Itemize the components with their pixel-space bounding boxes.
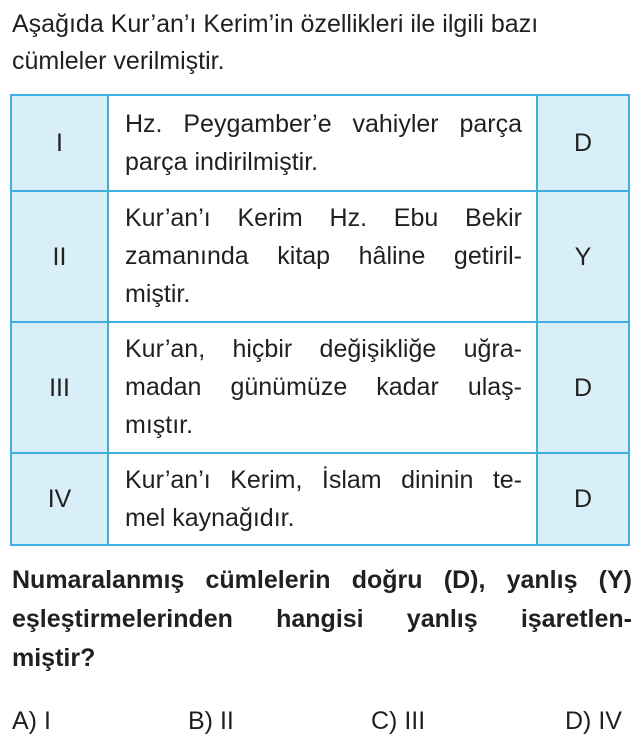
answer-mark: D bbox=[537, 95, 629, 191]
row-number: IV bbox=[11, 453, 108, 545]
intro-text bbox=[12, 6, 632, 80]
table-row bbox=[11, 322, 629, 453]
statement-line: parça indirilmiştir. bbox=[125, 147, 319, 176]
answer-mark: D bbox=[537, 322, 629, 453]
answer-options bbox=[12, 705, 632, 737]
statement-line: Kur’an’ı Kerim, İslam dininin te- bbox=[125, 465, 522, 494]
statement-line: Kur’an’ı Kerim Hz. Ebu Bekir bbox=[125, 204, 522, 232]
answer-mark: Y bbox=[537, 191, 629, 322]
statement-text bbox=[108, 95, 537, 191]
statement-line: Hz. Peygamber’e vahiyler parça bbox=[125, 109, 522, 138]
intro-line-2: cümleler verilmiştir. bbox=[12, 47, 225, 75]
question-line-1: Numaralanmış cümlelerin doğru (D), yanlış (Y) bbox=[12, 566, 632, 594]
question-line-2: eşleştirmelerinden hangisi yanlış işaretlen- bbox=[12, 605, 632, 633]
intro-line-1: Aşağıda Kur’an’ı Kerim’in özellikleri ile ilgili bazı bbox=[12, 10, 539, 38]
row-number: III bbox=[11, 322, 108, 453]
table-row bbox=[11, 95, 629, 191]
question-text bbox=[12, 561, 632, 678]
option-a[interactable]: A) I bbox=[12, 707, 51, 735]
statement-text bbox=[108, 191, 537, 322]
statement-line: mel kaynağıdır. bbox=[125, 503, 295, 532]
option-b[interactable]: B) II bbox=[188, 707, 234, 735]
question-line-3: miştir? bbox=[12, 644, 96, 672]
option-d[interactable]: D) IV bbox=[565, 707, 622, 735]
answer-mark: D bbox=[537, 453, 629, 545]
statement-text bbox=[108, 322, 537, 453]
option-c[interactable]: C) III bbox=[371, 707, 426, 735]
statement-line: Kur’an, hiçbir değişikliğe uğra- bbox=[125, 335, 522, 363]
table-row bbox=[11, 453, 629, 545]
row-number: II bbox=[11, 191, 108, 322]
statement-text bbox=[108, 453, 537, 545]
row-number: I bbox=[11, 95, 108, 191]
statement-line: mıştır. bbox=[125, 411, 194, 439]
statements-table bbox=[10, 94, 630, 546]
statement-line: zamanında kitap hâline getiril- bbox=[125, 242, 522, 270]
statement-line: miştir. bbox=[125, 280, 191, 308]
table-row bbox=[11, 191, 629, 322]
statement-line: madan günümüze kadar ulaş- bbox=[125, 373, 522, 401]
